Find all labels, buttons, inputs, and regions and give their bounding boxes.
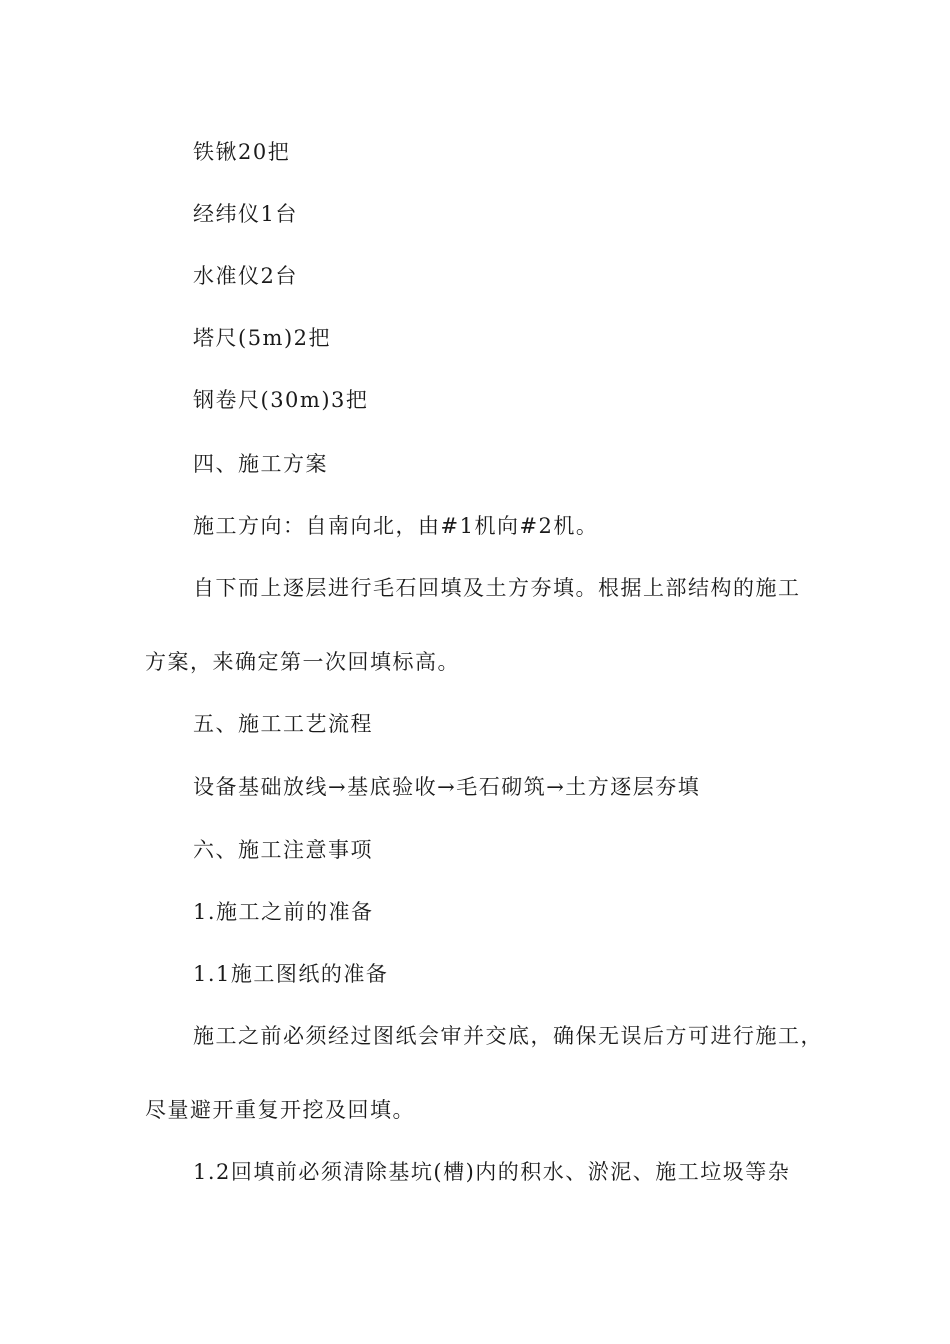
subsection-heading: 1.1施工图纸的准备 (193, 962, 389, 986)
text-line: 施工方向：自南向北，由#1机向#2机。 (193, 514, 599, 538)
subsection-heading: 1.施工之前的准备 (193, 900, 374, 924)
text-line: 水准仪2台 (193, 264, 298, 288)
section-heading: 四、施工方案 (193, 452, 328, 476)
text-line: 经纬仪1台 (193, 202, 298, 226)
text-line: 设备基础放线→基底验收→毛石砌筑→土方逐层夯填 (193, 775, 701, 799)
section-heading: 六、施工注意事项 (193, 838, 373, 862)
text-line: 塔尺(5m)2把 (193, 326, 332, 350)
section-heading: 五、施工工艺流程 (193, 712, 373, 736)
text-line: 钢卷尺(30m)3把 (193, 388, 369, 412)
paragraph-line: 自下而上逐层进行毛石回填及土方夯填。根据上部结构的施工 (193, 576, 801, 600)
paragraph-line: 尽量避开重复开挖及回填。 (145, 1098, 415, 1122)
paragraph-line: 施工之前必须经过图纸会审并交底，确保无误后方可进行施工， (193, 1024, 823, 1048)
text-line: 铁锹20把 (193, 140, 291, 164)
paragraph-line: 1.2回填前必须清除基坑(槽)内的积水、淤泥、施工垃圾等杂 (193, 1160, 791, 1184)
paragraph-line: 方案，来确定第一次回填标高。 (145, 650, 460, 674)
